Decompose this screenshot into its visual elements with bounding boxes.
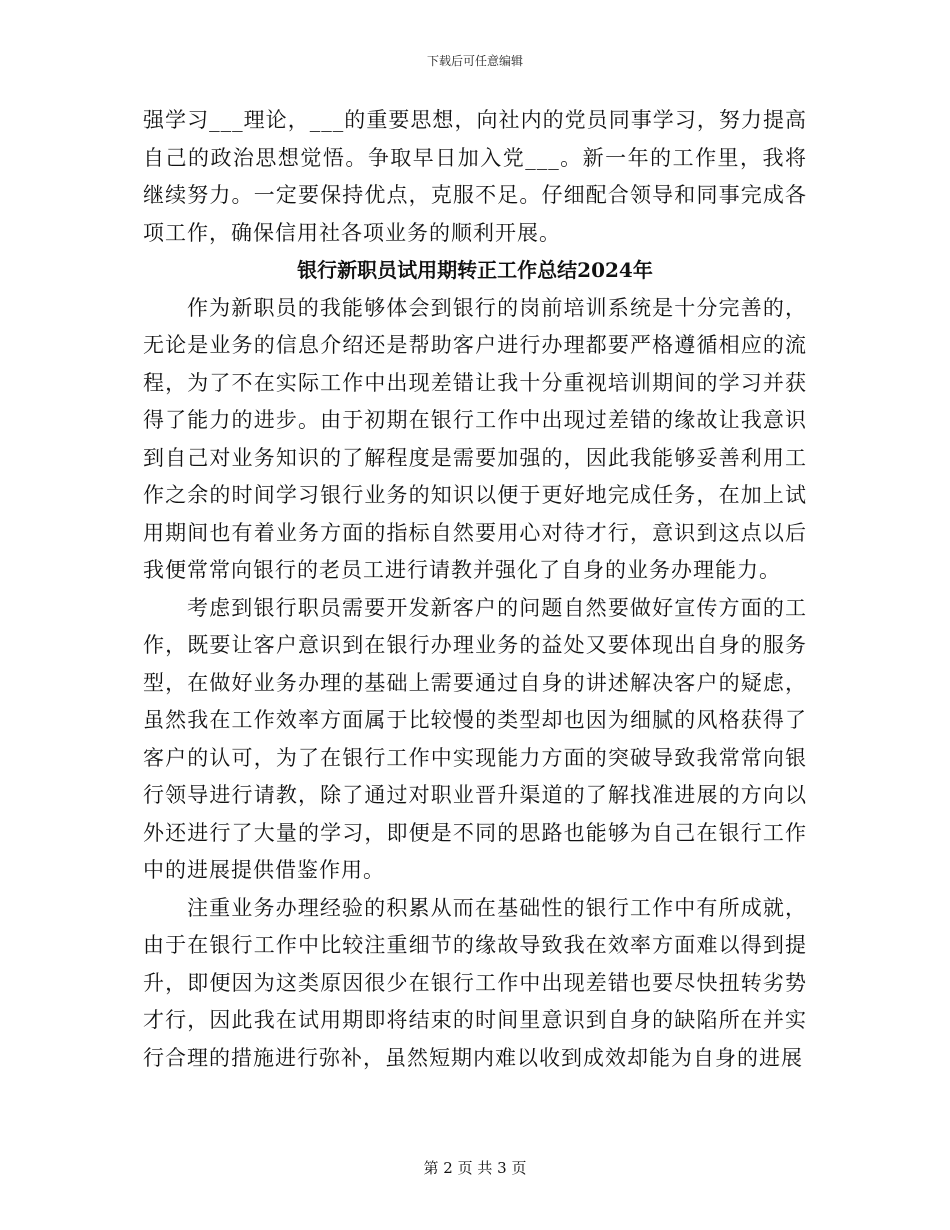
document-body — [143, 102, 807, 1077]
page-number: 第 2 页 共 3 页 — [423, 1159, 527, 1177]
paragraph-3: 注重业务办理经验的积累从而在基础性的银行工作中有所成就，由于在银行工作中比较注重细节的缘故导致我在效率方面难以得到提升，即便因为这类原因很少在银行工作中出现差错也要尽快扭转劣势才行，因此我在试用期即将结束的时间里意识到自身的缺陷所在并实行合理的措施进行弥补，虽然短期内难以收到成效却能为自身的进展 — [143, 895, 807, 1070]
paragraph-1: 作为新职员的我能够体会到银行的岗前培训系统是十分完善的，无论是业务的信息介绍还是帮助客户进行办理都要严格遵循相应的流程，为了不在实际工作中出现差错让我十分重视培训期间的学习并获得了能力的进步。由于初期在银行工作中出现过差错的缘故让我意识到自己对业务知识的了解程度是需要加强的，因此我能够妥善利用工作之余的时间学习银行业务的知识以便于更好地完成任务，在加上试用期间也有着业务方面的指标自然要用心对待才行，意识到这点以后我便常常向银行的老员工进行请教并强化了自身的业务办理能力。 — [143, 295, 807, 582]
section-title: 银行新职员试用期转正工作总结2024年 — [297, 258, 653, 282]
continued-paragraph: 强学习___理论，___的重要思想，向社内的党员同事学习，努力提高自己的政治思想觉悟。争取早日加入党___。新一年的工作里，我将继续努力。一定要保持优点，克服不足。仔细配合领导和同事完成各项工作，确保信用社各项业务的顺利开展。 — [143, 108, 807, 245]
header-note: 下载后可任意编辑 — [426, 54, 523, 68]
paragraph-2: 考虑到银行职员需要开发新客户的问题自然要做好宣传方面的工作，既要让客户意识到在银行办理业务的益处又要体现出自身的服务型，在做好业务办理的基础上需要通过自身的讲述解决客户的疑虑，虽然我在工作效率方面属于比较慢的类型却也因为细腻的风格获得了客户的认可，为了在银行工作中实现能力方面的突破导致我常常向银行领导进行请教，除了通过对职业晋升渠道的了解找准进展的方向以外还进行了大量的学习，即便是不同的思路也能够为自己在银行工作中的进展提供借鉴作用。 — [143, 595, 807, 882]
